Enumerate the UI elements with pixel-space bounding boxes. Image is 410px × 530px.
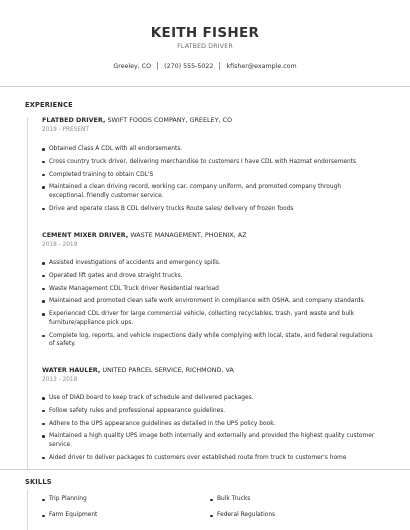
list-item: Experienced CDL driver for large commercial vehicle, collecting recyclables, trash, yard waste and bulk furniture/appliance pick ups. xyxy=(42,310,377,327)
location-text: Greeley, CO xyxy=(113,63,152,70)
skill-item: Bulk Trucks xyxy=(210,496,250,502)
list-item: Maintained a high quality UPS image both internally and externally and provided the highest quality customer service. xyxy=(42,432,377,449)
job-entry xyxy=(42,116,382,133)
list-item: Adhere to the UPS appearance guidelines as detailed in the UPS policy book. xyxy=(42,420,377,429)
skills-timeline-line xyxy=(27,490,28,530)
list-item: Drive and operate class B CDL delivery trucks Route sales/ delivery of frozen foods xyxy=(42,205,377,214)
skills-heading: SKILLS xyxy=(25,478,52,486)
phone-text: (270) 555-5022 xyxy=(164,63,214,70)
contact-separator xyxy=(219,62,220,70)
list-item: Waste Management CDL Truck driver Residential rearload xyxy=(42,285,377,294)
job-role: WATER HAULER, xyxy=(42,366,101,374)
job-entry xyxy=(42,366,382,383)
job-role: CEMENT MIXER DRIVER, xyxy=(42,231,129,239)
contact-separator xyxy=(157,62,158,70)
list-item: Follow safety rules and professional appearance guidelines. xyxy=(42,407,377,416)
skill-item: Farm Equipment xyxy=(42,512,97,518)
list-item: Completed training to obtain CDL'S xyxy=(42,171,377,180)
candidate-title: FLATBED DRIVER xyxy=(177,43,233,50)
experience-heading: EXPERIENCE xyxy=(25,101,73,109)
skill-item: Federal Regulations xyxy=(210,512,275,518)
list-item: Obtained Class A CDL with all endorsements. xyxy=(42,145,377,154)
list-item: Maintained and promoted clean safe work environment in compliance with OSHA, and company standards. xyxy=(42,297,377,306)
job-entry xyxy=(42,231,382,248)
list-item: Maintained a clean driving record, working car, company uniform, and promoted company through exceptional, friendly customer service. xyxy=(42,183,377,200)
list-item: Complete log, reports, and vehicle inspections daily while complying with local, state, and federal regulations of safety. xyxy=(42,332,377,349)
job-dates: 2018 - 2019 xyxy=(42,242,78,248)
list-item: Use of DIAD board to keep track of schedule and delivered packages. xyxy=(42,394,377,403)
job-dates: 2019 - PRESENT xyxy=(42,127,89,133)
list-item: Cross country truck driver, delivering merchandise to customers I have CDL with Hazmat endorsements xyxy=(42,158,377,167)
contact-line xyxy=(0,62,410,70)
job-bullet-list xyxy=(42,145,377,213)
list-item: Operated lift gates and drove straight trucks. xyxy=(42,272,377,281)
list-item: Aided driver to deliver packages to customers over established route from truck to customer's home xyxy=(42,454,377,463)
job-bullet-list xyxy=(42,394,377,462)
email-link[interactable]: kfisher@example.com xyxy=(226,63,297,70)
list-item: Assisted investigations of accidents and emergency spills. xyxy=(42,259,377,268)
job-employer: SWIFT FOODS COMPANY, GREELEY, CO xyxy=(105,116,233,124)
candidate-name: KEITH FISHER xyxy=(150,25,260,41)
job-heading xyxy=(42,116,382,124)
job-employer: WASTE MANAGEMENT, PHOENIX, AZ xyxy=(128,231,247,239)
job-heading xyxy=(42,366,382,374)
job-bullet-list xyxy=(42,259,377,349)
skill-item: Trip Planning xyxy=(42,496,87,502)
job-dates: 2013 - 2018 xyxy=(42,377,78,383)
experience-timeline-line xyxy=(27,117,28,469)
job-employer: UNITED PARCEL SERVICE, RICHMOND, VA xyxy=(100,366,234,374)
job-role: FLATBED DRIVER, xyxy=(42,116,106,124)
job-heading xyxy=(42,231,382,239)
header-divider xyxy=(0,86,410,87)
section-divider xyxy=(0,469,410,470)
